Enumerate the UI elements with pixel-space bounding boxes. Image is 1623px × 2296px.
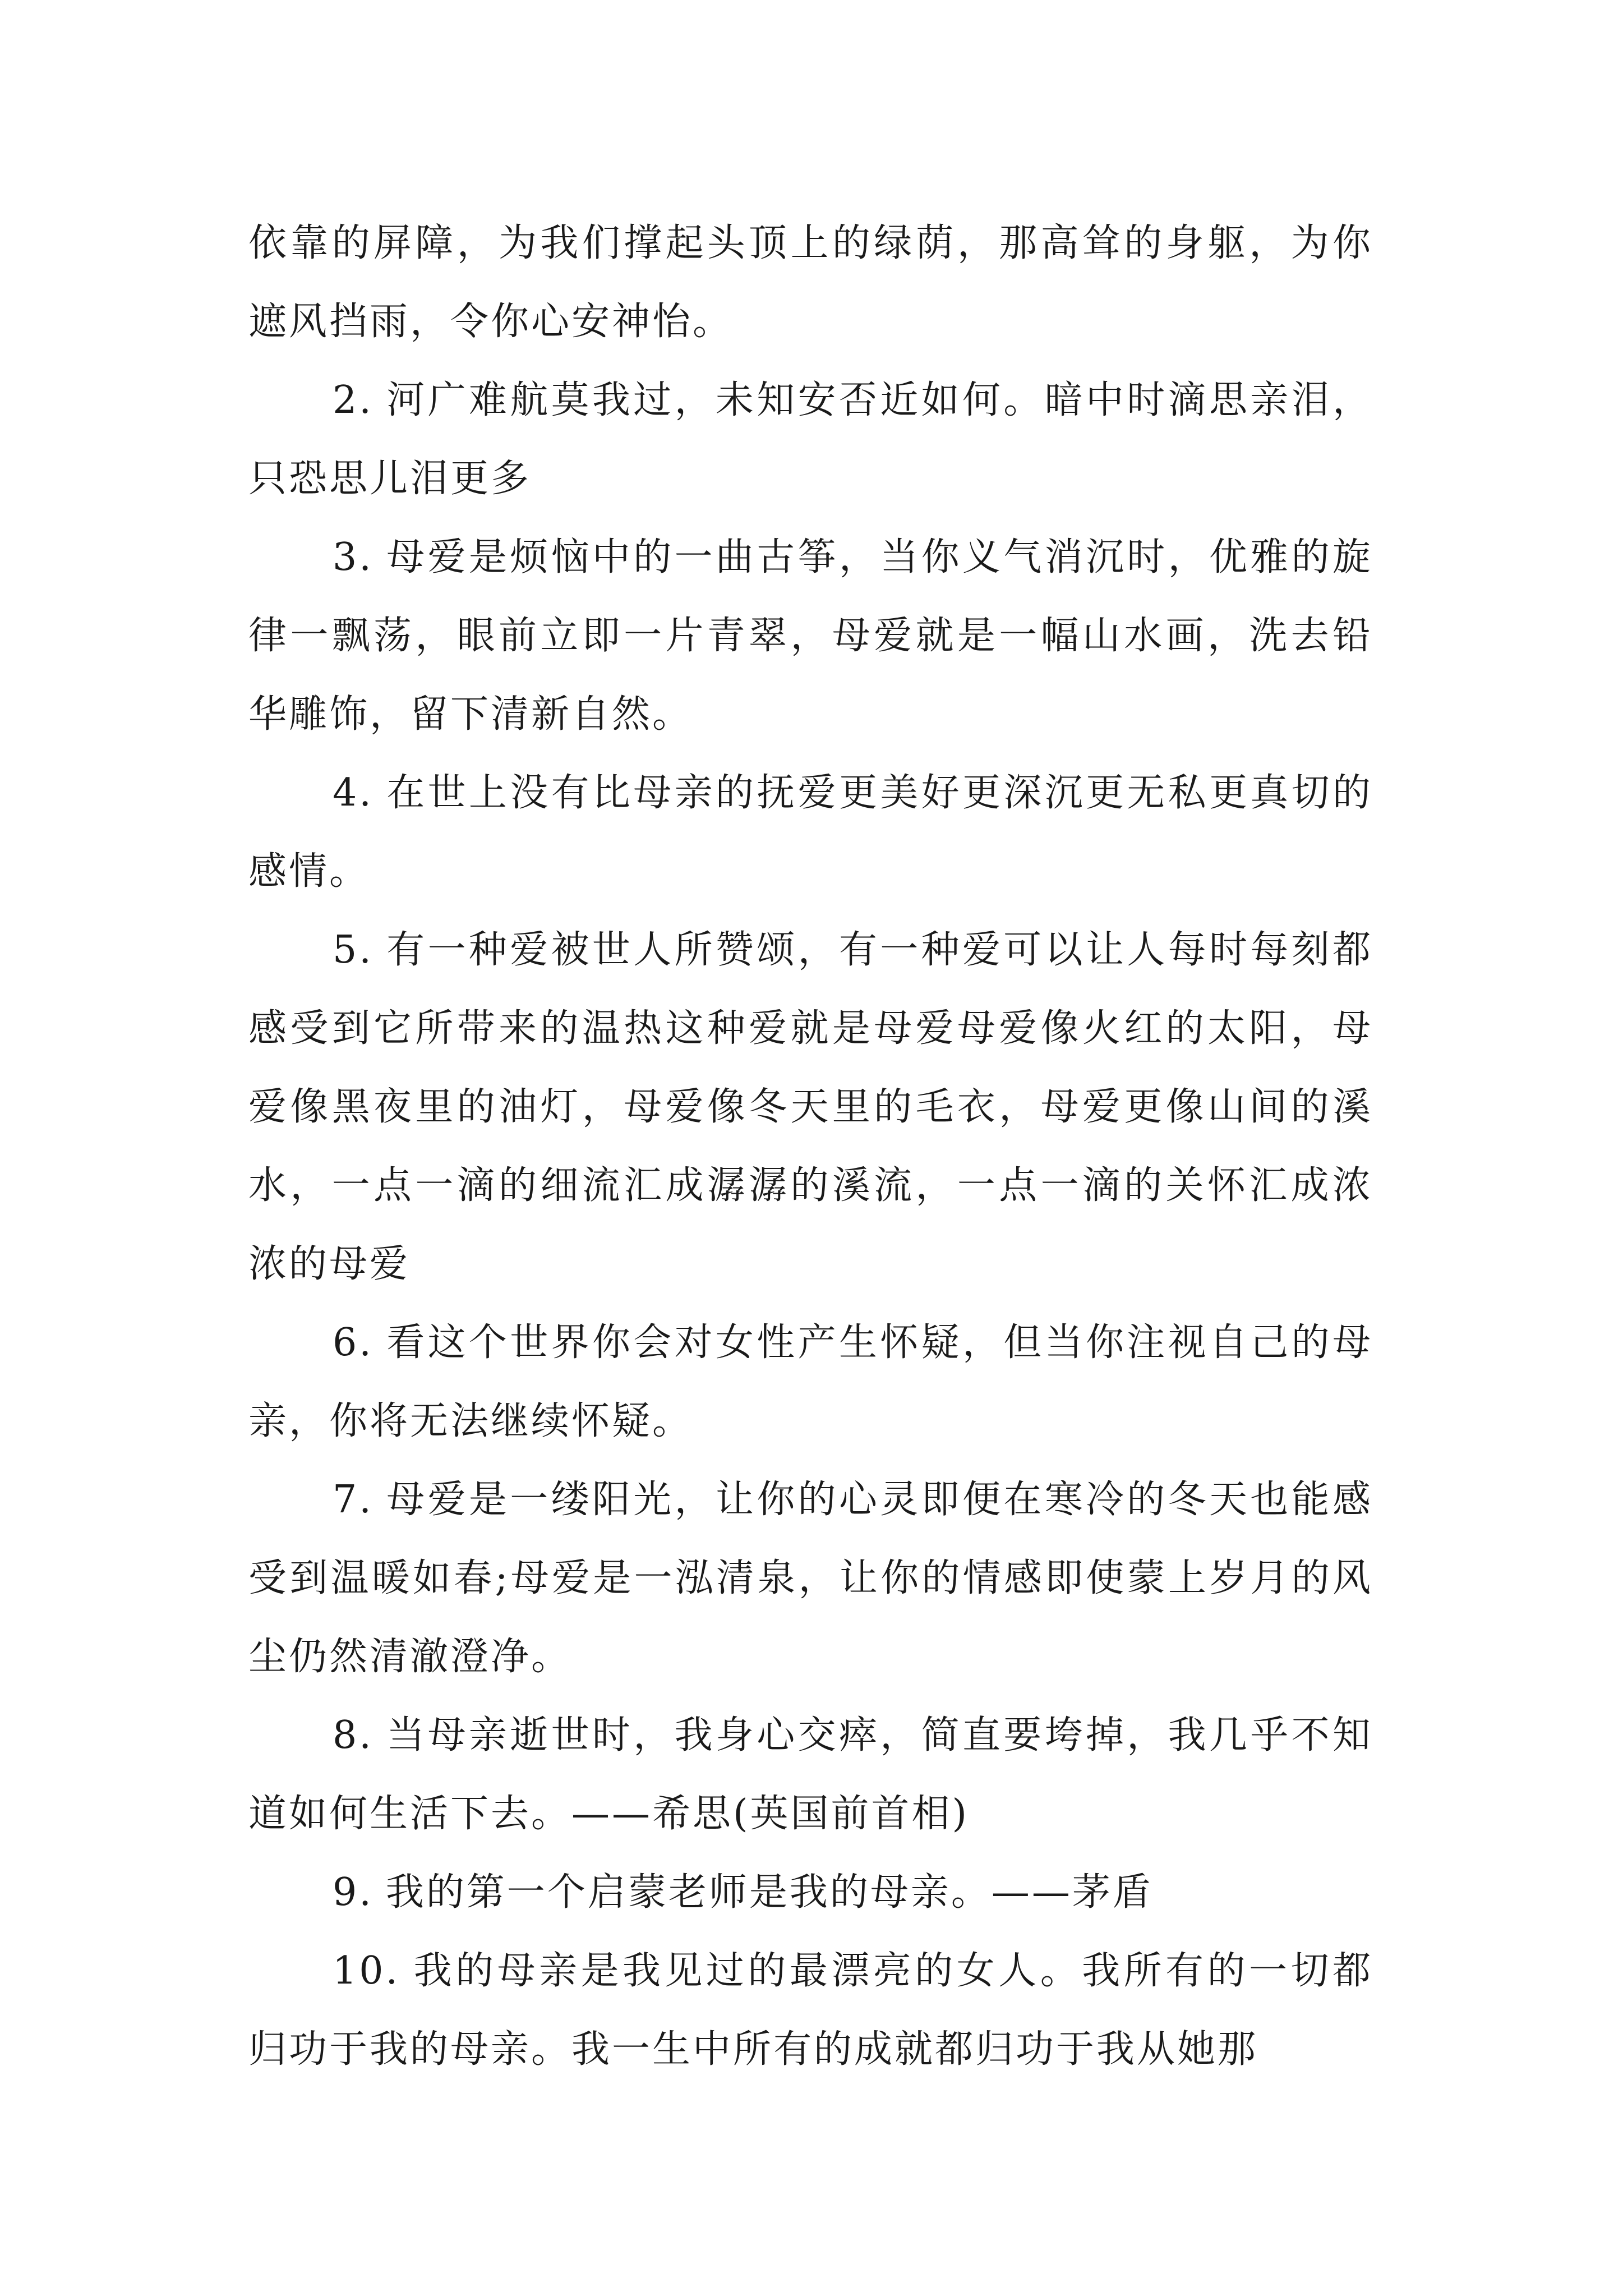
paragraph-text: 母爱是烦恼中的一曲古筝，当你义气消沉时，优雅的旋律一飘荡，眼前立即一片青翠，母爱就是一幅山水画，洗去铅华雕饰，留下清新自然。 (248, 535, 1373, 737)
quote-item-10 (248, 1932, 1373, 2089)
paragraph-continued (248, 204, 1373, 361)
quote-item-6 (248, 1304, 1373, 1461)
item-number: 6. (333, 1320, 374, 1365)
paragraph-text: 我的第一个启蒙老师是我的母亲。——茅盾 (385, 1870, 1153, 1915)
quote-item-3 (248, 518, 1373, 754)
document-body (248, 204, 1373, 2089)
item-number: 4. (333, 771, 374, 815)
quote-item-5 (248, 911, 1373, 1304)
item-number: 8. (333, 1713, 374, 1757)
paragraph-text: 河广难航莫我过，未知安否近如何。暗中时滴思亲泪，只恐思儿泪更多 (248, 378, 1373, 501)
quote-item-4 (248, 754, 1373, 911)
paragraph-text: 依靠的屏障，为我们撑起头顶上的绿荫，那高耸的身躯，为你遮风挡雨，令你心安神怡。 (248, 221, 1373, 344)
quote-item-2 (248, 361, 1373, 518)
quote-item-9 (248, 1853, 1373, 1932)
item-number: 9. (333, 1870, 374, 1915)
item-number: 5. (333, 928, 374, 972)
item-number: 7. (333, 1478, 374, 1522)
paragraph-text: 有一种爱被世人所赞颂，有一种爱可以让人每时每刻都感受到它所带来的温热这种爱就是母爱母爱像火红的太阳，母爱像黑夜里的油灯，母爱像冬天里的毛衣，母爱更像山间的溪水，一点一滴的细流汇成潺潺的溪流，一点一滴的关怀汇成浓浓的母爱 (248, 928, 1373, 1286)
item-number: 3. (333, 535, 374, 579)
paragraph-text: 看这个世界你会对女性产生怀疑，但当你注视自己的母亲，你将无法继续怀疑。 (248, 1320, 1373, 1443)
item-number: 2. (333, 378, 374, 422)
item-number: 10. (333, 1949, 400, 1993)
paragraph-text: 母爱是一缕阳光，让你的心灵即便在寒冷的冬天也能感受到温暖如春;母爱是一泓清泉，让你的情感即使蒙上岁月的风尘仍然清澈澄净。 (248, 1478, 1373, 1679)
paragraph-text: 在世上没有比母亲的抚爱更美好更深沉更无私更真切的感情。 (248, 771, 1373, 894)
quote-item-7 (248, 1461, 1373, 1696)
paragraph-text: 我的母亲是我见过的最漂亮的女人。我所有的一切都归功于我的母亲。我一生中所有的成就都归功于我从她那 (248, 1949, 1373, 2072)
quote-item-8 (248, 1696, 1373, 1853)
paragraph-text: 当母亲逝世时，我身心交瘁，简直要垮掉，我几乎不知道如何生活下去。——希思(英国前首相) (248, 1713, 1373, 1836)
